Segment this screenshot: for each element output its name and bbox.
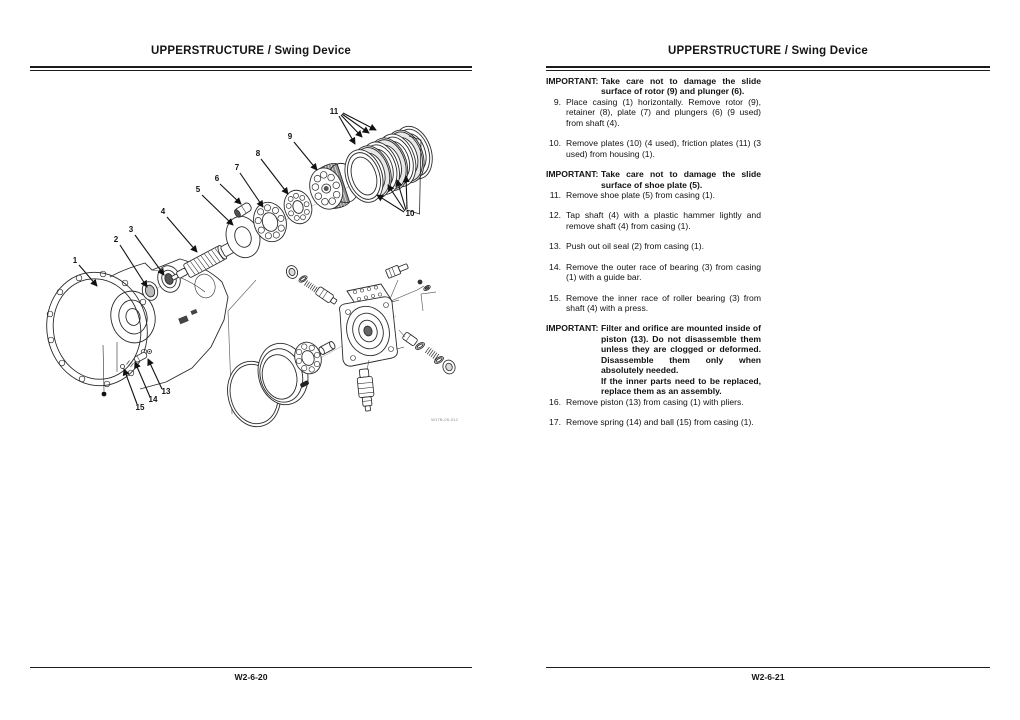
part-label-7: 7 bbox=[234, 163, 240, 172]
part-label-8: 8 bbox=[255, 149, 261, 158]
left-header-rule bbox=[30, 66, 472, 71]
part-label-5: 5 bbox=[195, 185, 201, 194]
important-label: IMPORTANT: bbox=[546, 76, 599, 86]
step-number: 17. bbox=[549, 416, 561, 427]
part-label-6: 6 bbox=[214, 174, 220, 183]
right-page-title: UPPERSTRUCTURE / Swing Device bbox=[667, 45, 869, 57]
procedure-text-column bbox=[546, 76, 761, 437]
step-number: 10. bbox=[549, 138, 561, 149]
step-text: Remove spring (14) and ball (15) from casing (1). bbox=[566, 416, 754, 427]
relief-valve-parts bbox=[285, 264, 339, 306]
step-17 bbox=[546, 417, 761, 427]
important-label: IMPORTANT: bbox=[546, 323, 599, 334]
part-label-13: 13 bbox=[161, 387, 171, 396]
part-label-2: 2 bbox=[113, 235, 119, 244]
important-note-2 bbox=[546, 169, 761, 190]
step-number: 13. bbox=[549, 241, 561, 252]
part-label-10: 10 bbox=[405, 209, 415, 218]
step-number: 9. bbox=[553, 96, 561, 107]
right-footer-rule bbox=[546, 667, 990, 668]
part-label-14: 14 bbox=[148, 395, 158, 404]
step-10 bbox=[546, 138, 761, 159]
plate-stack bbox=[339, 121, 439, 207]
left-page-title: UPPERSTRUCTURE / Swing Device bbox=[150, 45, 352, 57]
step-text: Tap shaft (4) with a plastic hammer lightly and remove shaft (4) from casing (1). bbox=[566, 210, 761, 231]
filter-valve-part bbox=[356, 368, 375, 411]
left-page-number: W2-6-20 bbox=[234, 672, 268, 682]
step-number: 16. bbox=[549, 396, 561, 407]
left-footer-rule bbox=[30, 667, 472, 668]
valve-casing-part bbox=[340, 284, 405, 366]
important-note-1 bbox=[546, 76, 761, 97]
part-label-3: 3 bbox=[128, 225, 134, 234]
part-label-11: 11 bbox=[329, 107, 339, 116]
step-14 bbox=[546, 262, 761, 283]
step-9 bbox=[546, 97, 761, 128]
part-label-9: 9 bbox=[287, 132, 293, 141]
plug-parts bbox=[385, 262, 431, 292]
check-valve-parts bbox=[402, 332, 457, 376]
important-text bbox=[601, 323, 761, 396]
important-paragraph-1: Filter and orifice are mounted inside of piston (13). Do not disassemble them unless they are clogged or deformed. Disassemble them only when absolutely needed. bbox=[601, 323, 761, 376]
plunger-part bbox=[233, 202, 252, 219]
step-text: Remove piston (13) from casing (1) with pliers. bbox=[566, 396, 744, 407]
step-number: 12. bbox=[549, 210, 561, 221]
important-text: Take care not to damage the slide surface of rotor (9) and plunger (6). bbox=[601, 76, 761, 97]
important-label: IMPORTANT: bbox=[546, 169, 599, 180]
step-16 bbox=[546, 397, 761, 407]
step-text: Remove the outer race of bearing (3) from casing (1) with a guide bar. bbox=[566, 261, 761, 283]
part-label-4: 4 bbox=[160, 207, 166, 216]
important-text: Take care not to damage the slide surface of shoe plate (5). bbox=[601, 169, 761, 190]
step-text: Remove plates (10) (4 used), friction plates (11) (3 used) from housing (1). bbox=[566, 138, 761, 159]
step-text: Place casing (1) horizontally. Remove rotor (9), retainer (8), plate (7) and plungers (6) (9 used) from shaft (4). bbox=[566, 96, 761, 128]
important-note-3 bbox=[546, 323, 761, 396]
step-text: Remove the inner race of roller bearing (3) from shaft (4) with a press. bbox=[566, 292, 761, 313]
step-11 bbox=[546, 190, 761, 200]
step-text: Remove shoe plate (5) from casing (1). bbox=[566, 189, 716, 200]
step-text: Push out oil seal (2) from casing (1). bbox=[566, 241, 705, 252]
part-label-1: 1 bbox=[72, 256, 78, 265]
casing-part bbox=[36, 259, 228, 396]
step-15 bbox=[546, 293, 761, 314]
step-12 bbox=[546, 210, 761, 231]
step-number: 14. bbox=[549, 261, 561, 272]
right-header-rule bbox=[546, 66, 990, 71]
right-page-number: W2-6-21 bbox=[751, 672, 785, 682]
step-13 bbox=[546, 241, 761, 251]
important-paragraph-2: If the inner parts need to be replaced, replace them as an assembly. bbox=[601, 375, 761, 397]
part-label-15: 15 bbox=[135, 403, 145, 412]
step-number: 15. bbox=[549, 292, 561, 303]
figure-code: W17B-05-012 bbox=[431, 417, 458, 422]
step-number: 11. bbox=[549, 189, 561, 200]
exploded-diagram bbox=[30, 85, 480, 430]
